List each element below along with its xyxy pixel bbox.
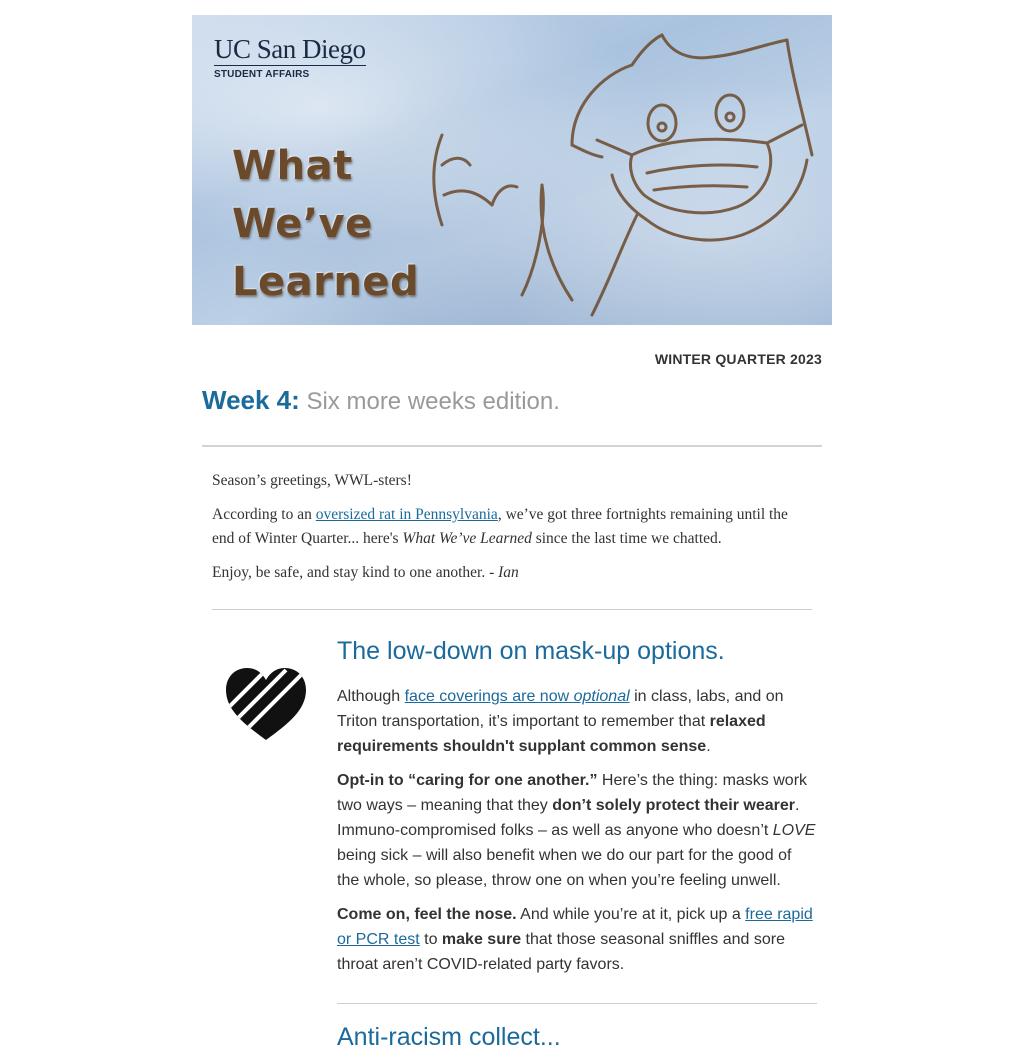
newsletter [192,15,832,1052]
paragraph-text: . [706,738,711,755]
banner-title-line: We’ve [232,201,373,247]
covid-test-link[interactable]: free rapid or PCR test [337,906,813,948]
sign-off-text: Enjoy, be safe, and stay kind to one another. - [212,564,499,581]
intro-text-span: since the last time we chatted. [531,530,722,547]
paragraph-bold: relaxed requirements shouldn't supplant common sense [337,713,766,755]
next-section-title: Anti-racism collect... [337,1023,561,1051]
paragraph-text: And while you’re at it, pick up a [516,906,746,923]
mask-paragraph-3 [337,902,817,977]
intro-text-span: , we’ve got three fortnights remaining until the end of Winter Quarter... here's [212,506,788,547]
paragraph-text: being sick – will also benefit when we do our part for the good of the whole, so please, throw one on when you’re feeling unwell. [337,847,792,889]
week-subtitle: Six more weeks edition. [306,388,560,415]
paragraph-bold: make sure [441,931,522,948]
week-heading [202,385,822,447]
paragraph-text: in class, labs, and on Triton transportation, it’s important to remember that [337,688,784,730]
week-number: Week 4: [202,385,300,415]
paragraph-bold: don’t solely protect their wearer [552,797,795,814]
intro-text-span: According to an [212,506,316,523]
quarter-label: WINTER QUARTER 2023 [654,351,822,367]
paragraph-text: . Immuno-compromised folks – as well as anyone who doesn’t [337,797,800,839]
groundhog-link[interactable]: oversized rat in Pennsylvania [315,506,498,523]
ucsd-logo [214,35,366,80]
header-banner [192,15,832,325]
divider [212,609,812,610]
banner-title [232,137,419,311]
mask-paragraph-1 [337,684,817,759]
section-title: The low-down on mask-up options. [337,637,725,665]
banner-title-line: Learned [232,259,420,305]
paragraph-text: that those seasonal sniffles and sore throat aren’t COVID-related party favors. [337,931,785,973]
greeting: Season’s greetings, WWL-sters! [212,472,412,489]
logo-subtitle: STUDENT AFFAIRS [214,69,310,80]
mask-section [192,636,832,1052]
banner-title-line: What [232,143,353,189]
intro-text [212,469,812,585]
mask-paragraph-2 [337,768,817,893]
intro-paragraph [212,503,812,551]
paragraph-bold: Come on, feel the nose. [337,906,517,923]
heart-icon [224,666,308,744]
link-italic: optional [573,688,630,705]
logo-wordmark: UC San Diego [214,34,366,64]
paragraph-italic: LOVE [772,822,816,839]
signature: Ian [498,564,519,581]
paragraph-text: Here’s the thing: masks work two ways – meaning that they [337,772,808,814]
sign-off [212,561,812,585]
divider [337,1003,817,1004]
paragraph-bold: Opt-in to “caring for one another.” [337,772,598,789]
face-coverings-link[interactable] [405,688,630,705]
link-text: face coverings are now [404,688,574,705]
paragraph-text: Although [337,688,405,705]
mask-section-content [337,636,817,1052]
intro-italic: What We’ve Learned [402,530,532,547]
paragraph-text: to [419,931,442,948]
